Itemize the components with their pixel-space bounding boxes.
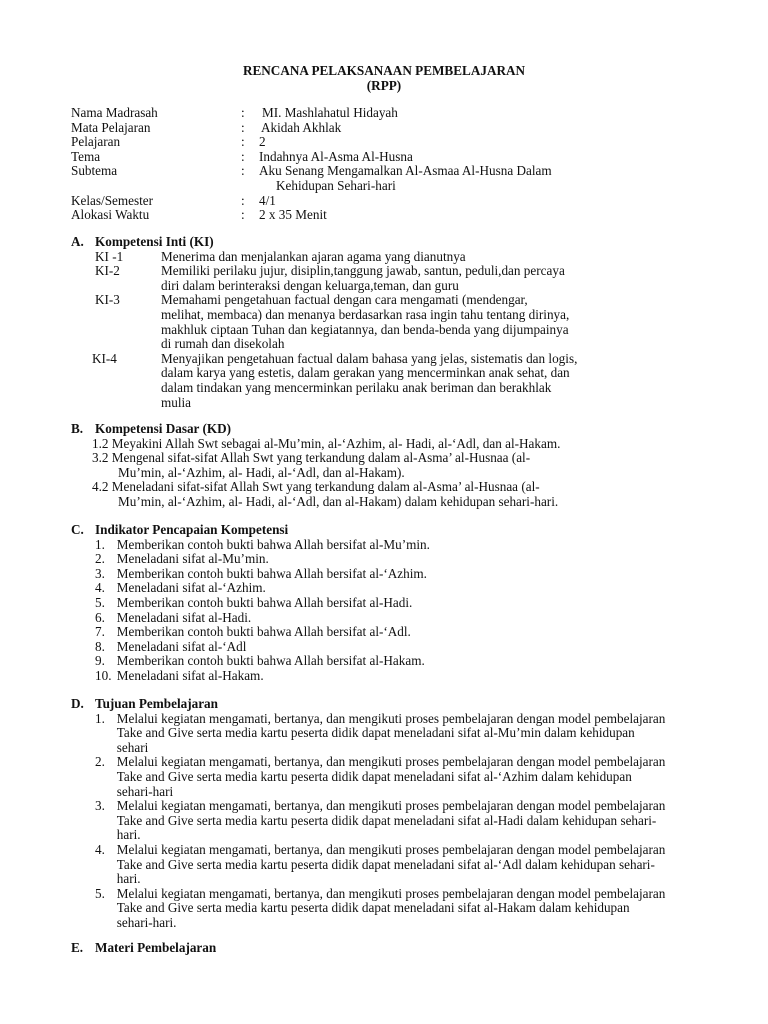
identity-label: Subtema <box>71 163 118 179</box>
list-line: Take and Give serta media kartu peserta didik dapat meneladani sifat al-‘Azhim dalam kehidupan <box>116 768 632 784</box>
list-text: Memberikan contoh bukti bahwa Allah bersifat al-‘Adl. <box>116 624 411 640</box>
list-text: Memberikan contoh bukti bahwa Allah bersifat al-‘Azhim. <box>116 565 427 581</box>
section-title: Indikator Pencapaian Kompetensi <box>95 522 289 537</box>
section-title: Materi Pembelajaran <box>95 940 217 955</box>
ki-line: di rumah dan disekolah <box>161 336 285 352</box>
identity-colon: : <box>241 192 245 208</box>
list-line: Melalui kegiatan mengamati, bertanya, dan mengikuti proses pembelajaran dengan model pembelajaran <box>116 841 666 857</box>
list-item <box>95 799 711 843</box>
list-number: 5. <box>95 594 105 610</box>
ki-line: dalam karya yang estetis, dalam gerakan yang mencerminkan anak sehat, dan <box>161 365 570 381</box>
kd-item: 1.2 Meyakini Allah Swt sebagai al-Mu’min, al-‘Azhim, al- Hadi, al-‘Adl, dan al-Hakam. <box>92 435 561 451</box>
ki-code: KI-4 <box>92 350 117 366</box>
list-item <box>95 755 711 799</box>
list-line: Melalui kegiatan mengamati, bertanya, dan mengikuti proses pembelajaran dengan model pembelajaran <box>116 798 666 814</box>
ki-code: KI -1 <box>95 248 124 264</box>
list-text: Meneladani sifat al-Hakam. <box>116 667 264 683</box>
list-number: 10. <box>95 667 112 683</box>
list-number: 9. <box>95 653 105 669</box>
identity-value: 2 x 35 Menit <box>259 207 327 223</box>
identity-row <box>71 106 616 121</box>
list-text: Meneladani sifat al-Hadi. <box>116 609 252 625</box>
section-kompetensi-dasar <box>71 422 711 510</box>
list-line: sehari <box>116 739 149 755</box>
list-text: Memberikan contoh bukti bahwa Allah bersifat al-Hakam. <box>116 653 425 669</box>
identity-colon: : <box>241 134 245 150</box>
list-text: Meneladani sifat al-‘Azhim. <box>116 580 266 596</box>
list-item <box>95 552 711 567</box>
list-item <box>95 596 711 611</box>
list-text: Memberikan contoh bukti bahwa Allah bersifat al-Hadi. <box>116 594 413 610</box>
list-text: Memberikan contoh bukti bahwa Allah bersifat al-Mu’min. <box>116 536 430 552</box>
list-number: 2. <box>95 551 105 567</box>
list-item <box>95 567 711 582</box>
ki-line: diri dalam berinteraksi dengan keluarga,teman, dan guru <box>161 277 459 293</box>
list-item <box>95 538 711 553</box>
list-text <box>117 799 711 843</box>
ki-code: KI-3 <box>95 292 120 308</box>
section-heading <box>71 422 711 437</box>
list-item <box>95 654 711 669</box>
list-item <box>95 669 711 684</box>
list-number: 3. <box>95 565 105 581</box>
list-number: 1. <box>95 536 105 552</box>
identity-colon: : <box>241 163 245 179</box>
ki-item <box>92 352 711 410</box>
list-item <box>95 887 711 931</box>
section-letter: E. <box>71 940 84 955</box>
identity-colon: : <box>241 105 245 120</box>
ki-item <box>95 264 711 293</box>
ki-line: Menerima dan menjalankan ajaran agama yang dianutnya <box>161 248 466 264</box>
identity-value: Kehidupan Sehari-hari <box>276 177 396 193</box>
list-number: 4. <box>95 841 105 857</box>
list-item <box>95 581 711 596</box>
identity-table <box>71 106 616 223</box>
kd-item: 3.2 Mengenal sifat-sifat Allah Swt yang terkandung dalam al-Asma’ al-Husnaa (al- <box>92 450 531 466</box>
list-text <box>117 843 711 887</box>
ki-line: melihat, membaca) dan menanya berdasarkan rasa ingin tahu tentang dirinya, <box>161 306 570 322</box>
list-text: Meneladani sifat al-Mu’min. <box>116 551 269 567</box>
identity-value: MI. Mashlahatul Hidayah <box>262 105 398 120</box>
section-letter: B. <box>71 421 84 436</box>
list-line: hari. <box>116 827 141 843</box>
list-line: Take and Give serta media kartu peserta didik dapat meneladani sifat al-‘Adl dalam kehidupan sehari- <box>116 856 655 872</box>
ki-line: makhluk ciptaan Tuhan dan kegiatannya, dan benda-benda yang dijumpainya <box>161 321 569 337</box>
identity-value: 2 <box>259 134 266 150</box>
identity-row <box>71 150 616 165</box>
ki-line: dalam tindakan yang mencerminkan perilaku anak beriman dan berakhlak <box>161 379 552 395</box>
identity-value: Akidah Akhlak <box>261 119 342 135</box>
kd-item-continuation: Mu’min, al-‘Azhim, al- Hadi, al-‘Adl, dan al-Hakam). <box>118 464 405 480</box>
section-kompetensi-inti <box>71 235 711 410</box>
section-heading <box>71 941 711 956</box>
document-subtitle: (RPP) <box>366 78 402 93</box>
identity-value: Aku Senang Mengamalkan Al-Asmaa Al-Husna Dalam <box>259 163 552 179</box>
identity-row <box>71 208 616 223</box>
list-line: sehari-hari. <box>116 914 177 930</box>
list-number: 4. <box>95 580 105 596</box>
identity-colon: : <box>241 119 245 135</box>
identity-colon <box>241 179 259 194</box>
list-line: Take and Give serta media kartu peserta didik dapat meneladani sifat al-Hakam dalam kehidupan <box>116 900 630 916</box>
identity-row <box>71 135 616 150</box>
identity-value: 4/1 <box>259 192 276 208</box>
kd-item: 4.2 Meneladani sifat-sifat Allah Swt yang terkandung dalam al-Asma’ al-Husnaa (al- <box>92 479 540 495</box>
ki-text <box>161 250 601 265</box>
kd-item-continuation: Mu’min, al-‘Azhim, al- Hadi, al-‘Adl, dan al-Hakam) dalam kehidupan sehari-hari. <box>118 493 559 509</box>
ki-line: Memahami pengetahuan factual dengan cara mengamati (mendengar, <box>161 292 528 308</box>
list-line: Melalui kegiatan mengamati, bertanya, dan mengikuti proses pembelajaran dengan model pembelajaran <box>116 710 666 726</box>
list-line: hari. <box>116 871 141 887</box>
list-item <box>95 611 711 626</box>
section-materi <box>71 941 711 956</box>
list-item <box>95 625 711 640</box>
ki-item <box>95 250 711 265</box>
ki-line: Menyajikan pengetahuan factual dalam bahasa yang jelas, sistematis dan logis, <box>161 350 578 366</box>
list-number: 3. <box>95 798 105 814</box>
section-title: Kompetensi Inti (KI) <box>95 234 214 249</box>
list-line: sehari-hari <box>116 783 174 799</box>
ki-text <box>161 352 601 410</box>
ki-item <box>95 293 711 351</box>
identity-label: Pelajaran <box>71 134 121 150</box>
list-item <box>95 843 711 887</box>
section-heading <box>71 697 711 712</box>
list-number: 8. <box>95 638 105 654</box>
list-number: 1. <box>95 710 105 726</box>
list-text <box>117 887 711 931</box>
identity-colon: : <box>241 148 245 164</box>
list-text <box>117 712 711 756</box>
identity-label: Kelas/Semester <box>71 192 154 208</box>
list-line: Take and Give serta media kartu peserta didik dapat meneladani sifat al-Hadi dalam kehidupan sehari- <box>116 812 657 828</box>
identity-label <box>71 179 241 194</box>
identity-label: Alokasi Waktu <box>71 207 150 223</box>
section-letter: A. <box>71 234 84 249</box>
ki-code: KI-2 <box>95 263 120 279</box>
section-letter: C. <box>71 522 84 537</box>
identity-row <box>71 164 616 179</box>
identity-row <box>71 121 616 136</box>
list-item <box>95 712 711 756</box>
identity-row <box>71 179 616 194</box>
section-title: Kompetensi Dasar (KD) <box>95 421 232 436</box>
identity-row <box>71 194 616 209</box>
list-line: Take and Give serta media kartu peserta didik dapat meneladani sifat al-Mu’min dalam kehidupan <box>116 725 635 741</box>
identity-label: Mata Pelajaran <box>71 119 151 135</box>
ki-text <box>161 293 601 351</box>
list-number: 6. <box>95 609 105 625</box>
section-heading <box>71 523 711 538</box>
identity-colon: : <box>241 207 245 223</box>
identity-value: Indahnya Al-Asma Al-Husna <box>259 148 413 164</box>
section-indikator <box>71 523 711 684</box>
ki-text <box>161 264 601 293</box>
list-number: 5. <box>95 885 105 901</box>
section-tujuan <box>71 697 711 931</box>
list-number: 7. <box>95 624 105 640</box>
identity-label: Nama Madrasah <box>71 105 158 120</box>
identity-label: Tema <box>71 148 101 164</box>
list-text <box>117 755 711 799</box>
list-item <box>95 640 711 655</box>
ki-line: mulia <box>161 394 192 410</box>
list-number: 2. <box>95 754 105 770</box>
ki-line: Memiliki perilaku jujur, disiplin,tanggung jawab, santun, peduli,dan percaya <box>161 263 565 279</box>
document-title: RENCANA PELAKSANAAN PEMBELAJARAN <box>242 63 526 78</box>
list-line: Melalui kegiatan mengamati, bertanya, dan mengikuti proses pembelajaran dengan model pembelajaran <box>116 885 666 901</box>
list-text: Meneladani sifat al-‘Adl <box>116 638 247 654</box>
section-letter: D. <box>71 696 84 711</box>
section-heading <box>71 235 711 250</box>
list-line: Melalui kegiatan mengamati, bertanya, dan mengikuti proses pembelajaran dengan model pembelajaran <box>116 754 666 770</box>
section-title: Tujuan Pembelajaran <box>95 696 218 711</box>
